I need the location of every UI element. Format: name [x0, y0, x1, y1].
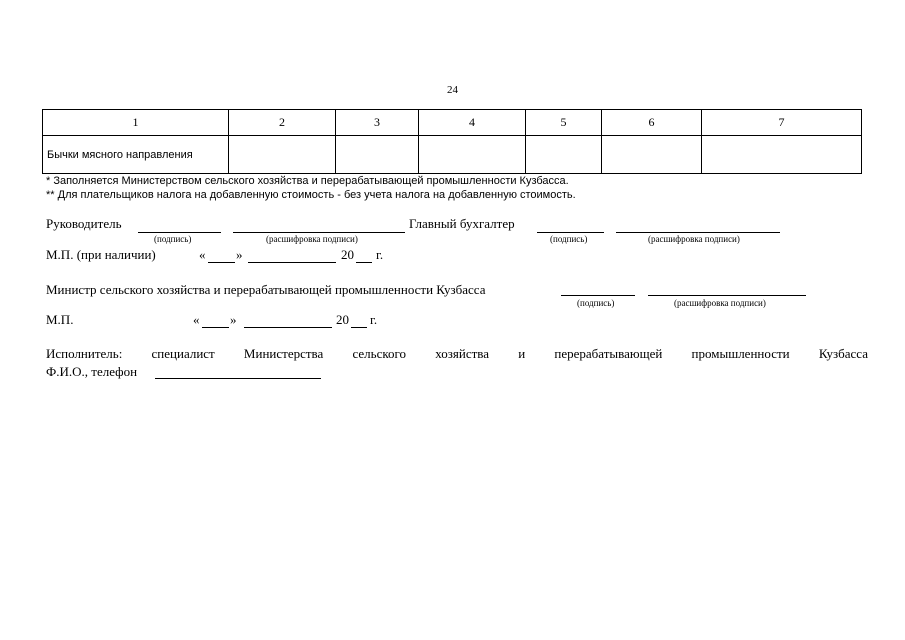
date-year-line: [356, 262, 372, 263]
contact-label: Ф.И.О., телефон: [46, 364, 138, 379]
column-header: 4: [419, 110, 526, 136]
table-cell: [336, 136, 419, 174]
head-signature-line: [138, 232, 221, 233]
stamp-label: М.П. (при наличии): [46, 247, 156, 262]
minister-decryption-line: [648, 295, 806, 296]
table-cell: [702, 136, 862, 174]
caption-decryption: (расшифровка подписи): [648, 234, 740, 244]
footnote-2: ** Для плательщиков налога на добавленную стоимость - без учета налога на добавленную стоимость.: [46, 189, 576, 201]
executor-text: Исполнитель: специалист Министерства сельского хозяйства и перерабатывающей промышленности Кузбасса: [46, 346, 868, 361]
column-header: 6: [602, 110, 702, 136]
year-prefix: 20: [336, 312, 349, 327]
date-open-quote: «: [193, 312, 200, 327]
stamp-label: М.П.: [46, 312, 74, 327]
minister-label: Министр сельского хозяйства и перерабатывающей промышленности Кузбасса: [46, 282, 486, 297]
date-year-line: [351, 327, 367, 328]
table-cell: [526, 136, 602, 174]
caption-signature: (подпись): [154, 234, 192, 244]
date-day-line: [208, 262, 235, 263]
table-cell: [602, 136, 702, 174]
table-row: [43, 136, 862, 174]
column-header: 3: [336, 110, 419, 136]
head-label: Руководитель: [46, 216, 122, 231]
date-open-quote: «: [199, 247, 206, 262]
table-cell: [229, 136, 336, 174]
date-close-quote: »: [236, 247, 243, 262]
year-suffix: г.: [370, 312, 378, 327]
date-month-line: [244, 327, 332, 328]
column-header: 2: [229, 110, 336, 136]
accountant-signature-line: [537, 232, 604, 233]
table-header-row: [43, 110, 862, 136]
caption-signature: (подпись): [550, 234, 588, 244]
caption-decryption: (расшифровка подписи): [674, 298, 766, 308]
page-number: 24: [447, 84, 458, 96]
caption-signature: (подпись): [577, 298, 615, 308]
date-month-line: [248, 262, 336, 263]
accountant-decryption-line: [616, 232, 780, 233]
column-header: 7: [702, 110, 862, 136]
table-cell: [419, 136, 526, 174]
data-table: [42, 109, 862, 174]
column-header: 1: [43, 110, 229, 136]
footnote-1: * Заполняется Министерством сельского хозяйства и перерабатывающей промышленности Кузбасса.: [46, 175, 569, 187]
minister-signature-line: [561, 295, 635, 296]
contact-line: [155, 378, 321, 379]
head-decryption-line: [233, 232, 405, 233]
date-close-quote: »: [230, 312, 237, 327]
year-prefix: 20: [341, 247, 354, 262]
caption-decryption: (расшифровка подписи): [266, 234, 358, 244]
row-label: Бычки мясного направления: [43, 136, 229, 174]
column-header: 5: [526, 110, 602, 136]
year-suffix: г.: [376, 247, 384, 262]
chief-accountant-label: Главный бухгалтер: [409, 216, 515, 231]
date-day-line: [202, 327, 229, 328]
